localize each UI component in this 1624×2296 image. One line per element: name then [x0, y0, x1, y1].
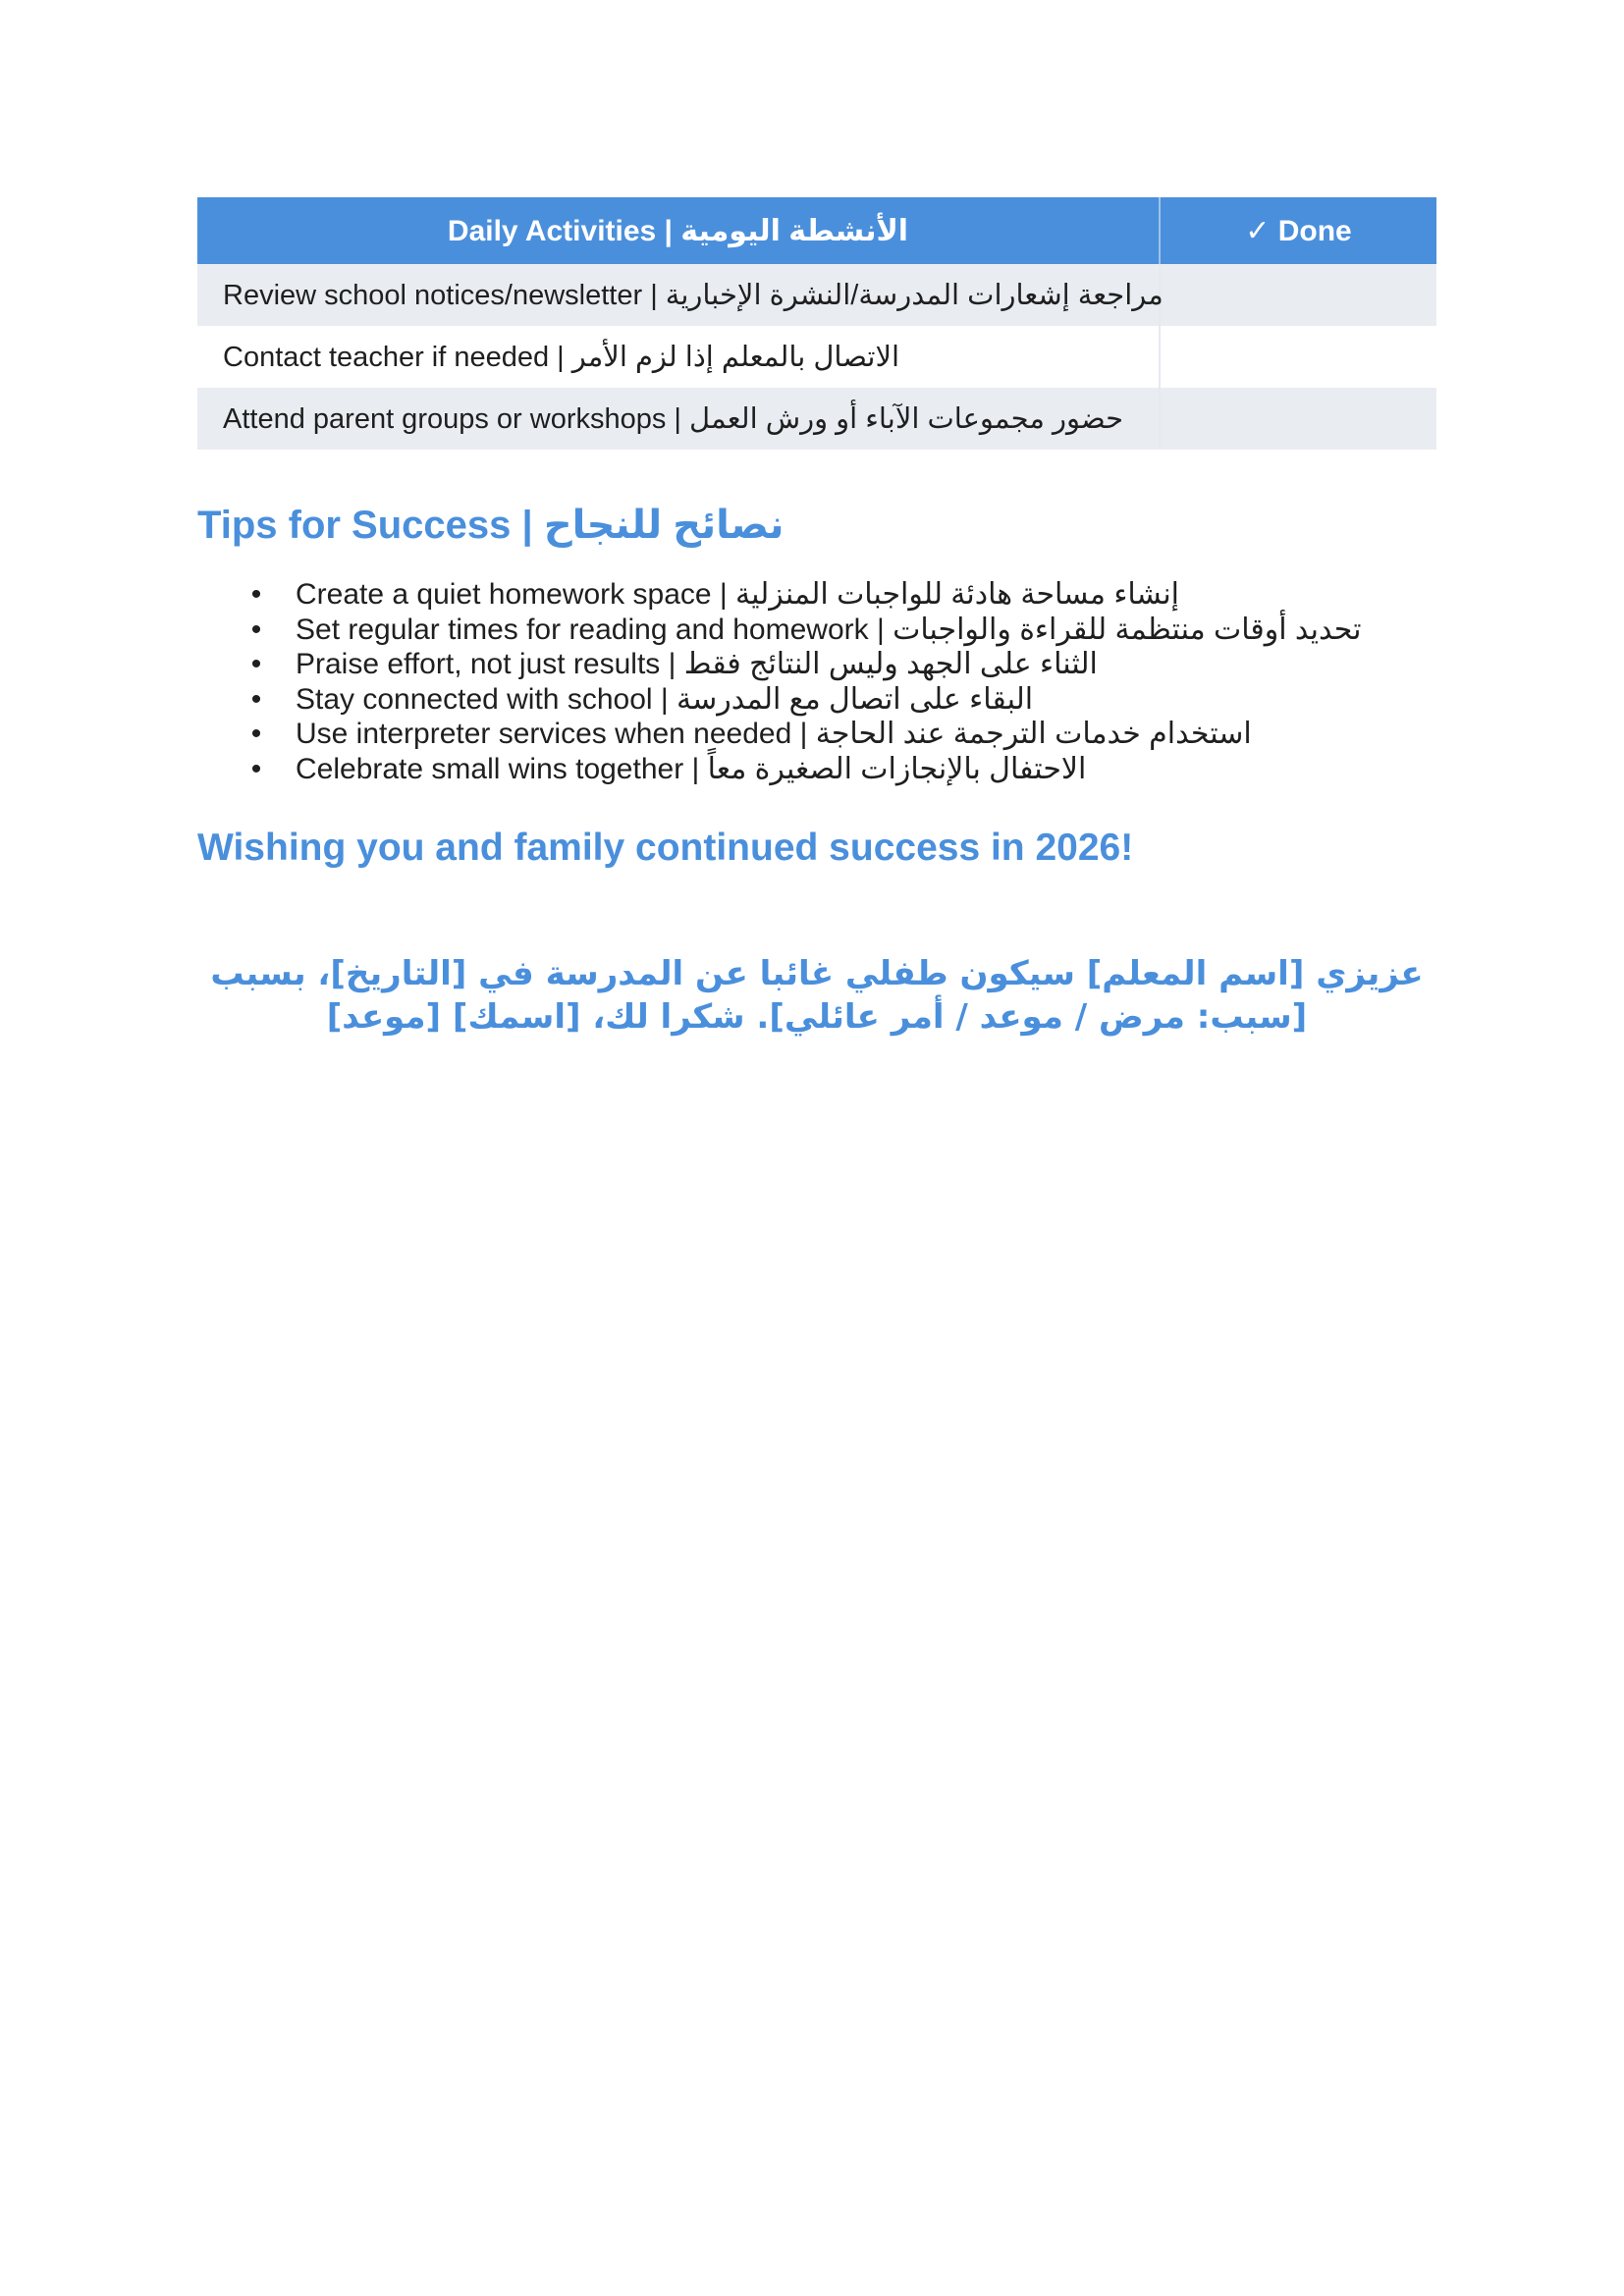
done-cell[interactable] [1160, 326, 1436, 388]
list-item [246, 752, 1362, 787]
list-item [246, 577, 1362, 613]
tip-text: Celebrate small wins together | الاحتفال بالإنجازات الصغيرة معاً [296, 752, 1087, 785]
bullet-icon: • [250, 752, 262, 785]
list-item [246, 647, 1362, 682]
daily-activities-table [197, 197, 1436, 450]
activity-cell: Contact teacher if needed | الاتصال بالمعلم إذا لزم الأمر [197, 326, 1160, 388]
activity-column-header: Daily Activities | الأنشطة اليومية [197, 197, 1160, 264]
done-cell[interactable] [1160, 264, 1436, 326]
table-header-row [197, 197, 1436, 264]
list-item [246, 613, 1362, 648]
bullet-icon: • [250, 578, 262, 611]
done-column-header: ✓ Done [1160, 197, 1436, 264]
tips-heading: Tips for Success | نصائح للنجاح [197, 504, 785, 547]
done-cell[interactable] [1160, 388, 1436, 450]
tip-text: Praise effort, not just results | الثناء على الجهد وليس النتائج فقط [296, 648, 1098, 680]
activity-cell: Attend parent groups or workshops | حضور مجموعات الآباء أو ورش العمل [197, 388, 1160, 450]
list-item [246, 717, 1362, 752]
absence-note-template: عزيزي [اسم المعلم] سيكون طفلي غائبا عن المدرسة في [التاريخ]، بسبب [سبب: مرض / موعد / أمر عائلي]. شكرا لك، [اسمك] [موعد] [210, 954, 1424, 1037]
closing-wish: Wishing you and family continued success in 2026! [197, 827, 1134, 869]
activity-cell: Review school notices/newsletter | مراجعة إشعارات المدرسة/النشرة الإخبارية [197, 264, 1160, 326]
table-row [197, 264, 1436, 326]
bullet-icon: • [250, 718, 262, 750]
list-item [246, 682, 1362, 718]
bullet-icon: • [250, 648, 262, 680]
table-row [197, 326, 1436, 388]
bullet-icon: • [250, 682, 262, 716]
table-row [197, 388, 1436, 450]
tip-text: Create a quiet homework space | إنشاء مساحة هادئة للواجبات المنزلية [296, 578, 1180, 611]
tip-text: Stay connected with school | البقاء على اتصال مع المدرسة [296, 682, 1034, 716]
bullet-icon: • [250, 613, 262, 646]
tip-text: Set regular times for reading and homework | تحديد أوقات منتظمة للقراءة والواجبات [296, 613, 1362, 646]
tips-list [246, 577, 1362, 786]
tip-text: Use interpreter services when needed | استخدام خدمات الترجمة عند الحاجة [296, 718, 1252, 750]
